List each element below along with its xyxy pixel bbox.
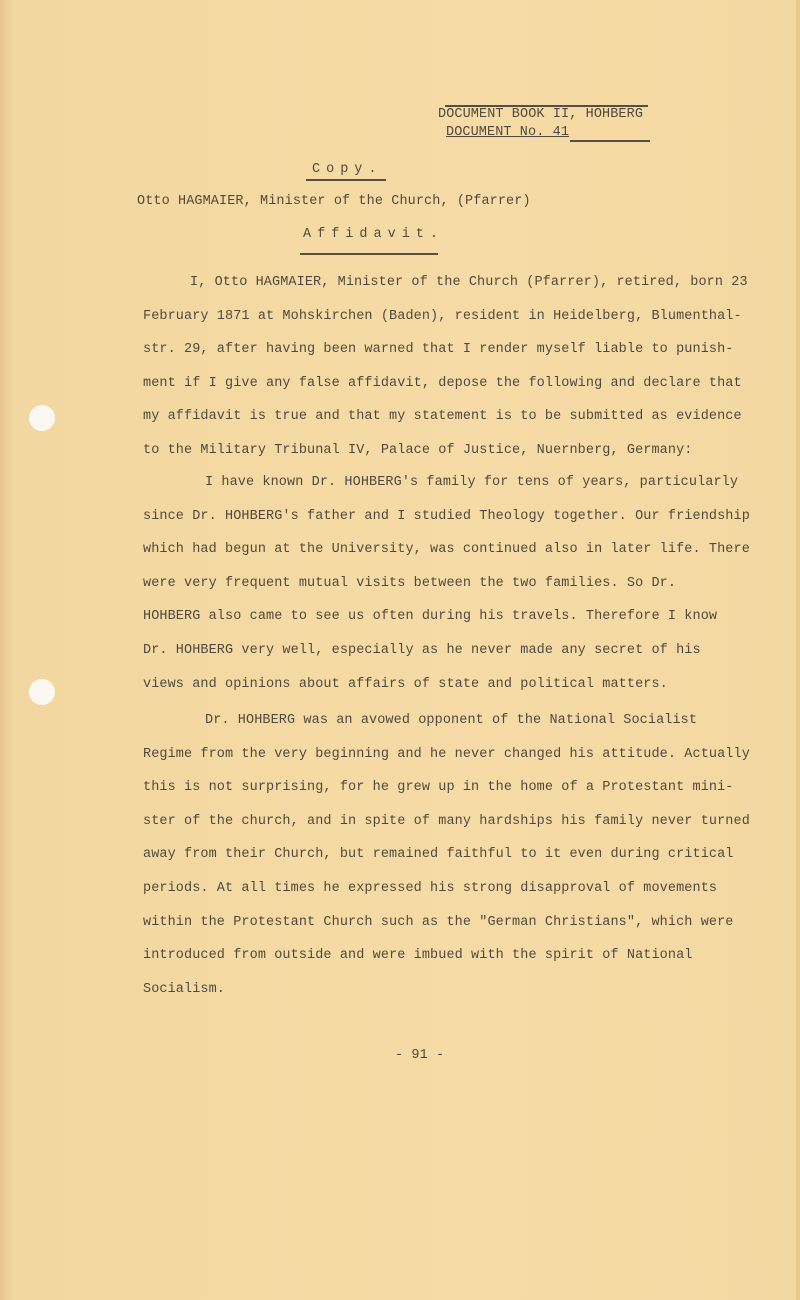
punch-hole [29,405,55,431]
body-line: views and opinions about affairs of state and political matters. [143,676,668,692]
body-line: my affidavit is true and that my statement is to be submitted as evidence [143,409,742,425]
document-number: DOCUMENT No. 41 [446,125,570,140]
body-line: Dr. HOHBERG was an avowed opponent of the National Socialist [205,713,698,728]
body-line: I, Otto HAGMAIER, Minister of the Church (Pfarrer), retired, born 23 [190,275,748,290]
body-line: I have known Dr. HOHBERG's family for tens of years, particularly [205,475,739,490]
body-line: ster of the church, and in spite of many hardships his family never turned [143,813,750,829]
body-line: Dr. HOHBERG very well, especially as he never made any secret of his [143,643,701,658]
header-bottom-rule [570,140,650,142]
copy-underline [306,179,386,181]
body-line: Socialism. [143,981,226,997]
body-line: within the Protestant Church such as the "German Christians", which were [143,914,734,930]
body-line: str. 29, after having been warned that I render myself liable to punish- [143,342,734,358]
body-line: which had begun at the University, was continued also in later life. There [143,542,750,558]
copy-label: Copy. [312,162,383,177]
body-line: away from their Church, but remained faithful to it even during critical [143,847,734,863]
body-line: were very frequent mutual visits between the two families. So Dr. [143,575,677,591]
body-line: February 1871 at Mohskirchen (Baden), resident in Heidelberg, Blumenthal- [143,308,742,324]
punch-hole [29,679,55,705]
page-number: - 91 - [395,1048,445,1063]
title-underline [300,253,438,255]
body-line: ment if I give any false affidavit, depose the following and declare that [143,375,742,391]
page-edge [796,0,800,1300]
document-book-label: DOCUMENT BOOK II, HOHBERG [438,107,644,122]
body-line: this is not surprising, for he grew up in the home of a Protestant mini- [143,780,734,796]
body-line: introduced from outside and were imbued with the spirit of National [143,948,693,964]
subject-line: Otto HAGMAIER, Minister of the Church, (Pfarrer) [137,194,531,209]
body-line: to the Military Tribunal IV, Palace of Justice, Nuernberg, Germany: [143,443,693,458]
affidavit-title: Affidavit. [303,227,445,242]
body-line: Regime from the very beginning and he never changed his attitude. Actually [143,746,750,762]
body-line: periods. At all times he expressed his strong disapproval of movements [143,881,718,896]
body-line: since Dr. HOHBERG's father and I studied Theology together. Our friendship [143,508,750,524]
body-line: HOHBERG also came to see us often during his travels. Therefore I know [143,609,718,625]
